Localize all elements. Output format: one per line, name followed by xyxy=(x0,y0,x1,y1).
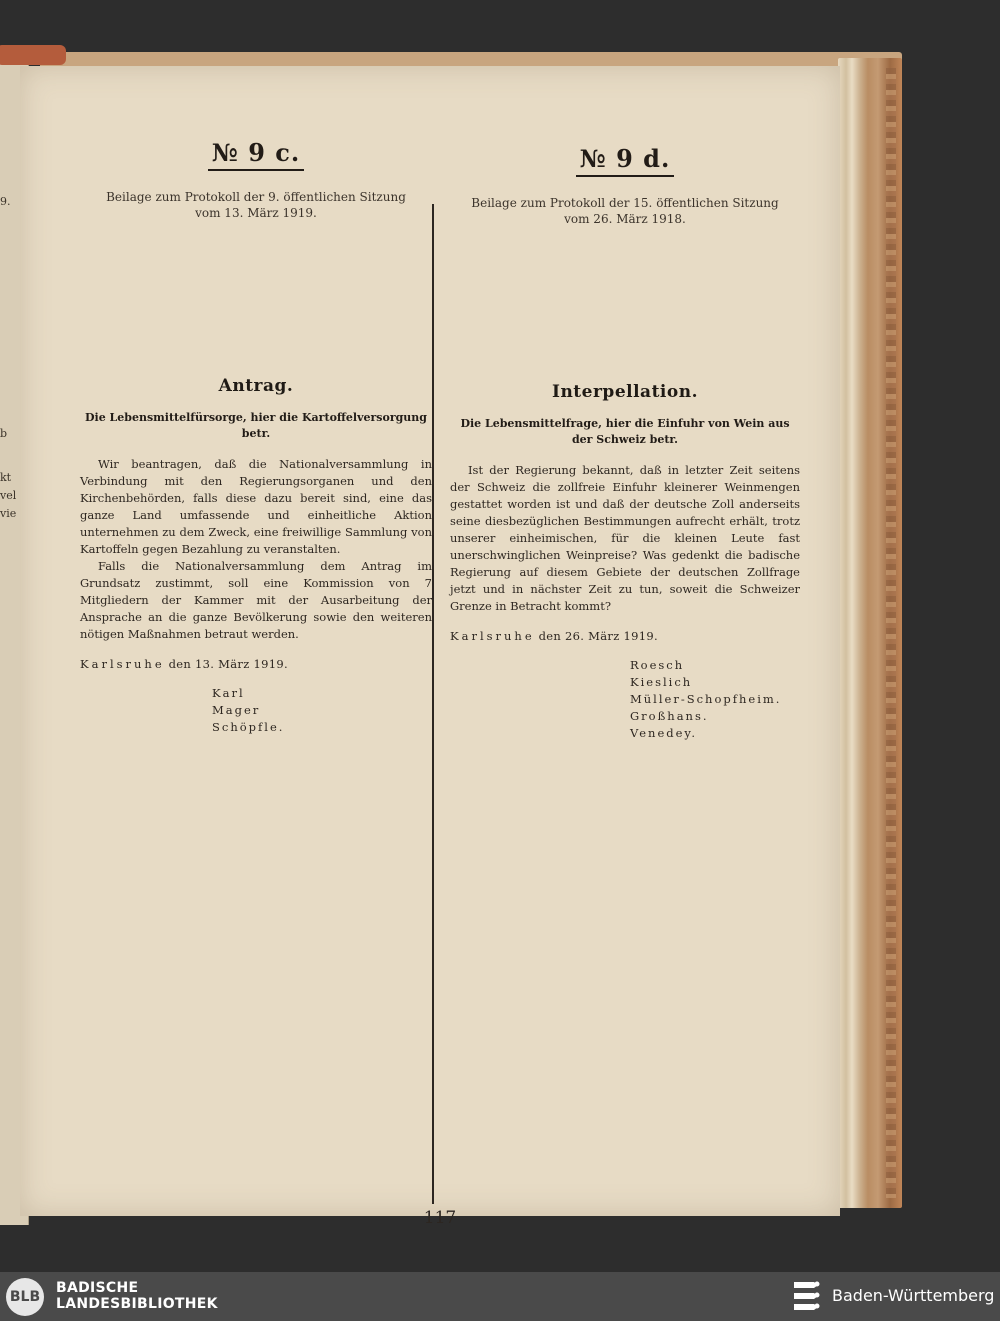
left-motion xyxy=(80,376,432,736)
heading-right: Interpellation. xyxy=(552,382,698,402)
beilage-left: Beilage zum Protokoll der 9. öffentlichen Sitzung vom 13. März 1919. xyxy=(106,190,406,220)
signer-name: Karl xyxy=(212,686,245,700)
library-name[interactable]: BADISCHE LANDESBIBLIOTHEK xyxy=(56,1280,218,1312)
left-column xyxy=(80,138,432,221)
prev-page-fragment: b xyxy=(0,427,8,440)
signer-name: Roesch xyxy=(630,658,685,672)
state-name[interactable]: Baden-Württemberg xyxy=(832,1286,995,1305)
blb-logo[interactable]: BLB xyxy=(6,1278,44,1316)
signer-name: Müller-Schopfheim. xyxy=(630,692,782,706)
signer-name: Schöpfle. xyxy=(212,720,285,734)
document-page xyxy=(20,66,840,1228)
body-text-right: Ist der Regierung bekannt, daß in letzter Zeit seitens der Schweiz die zollfreie Einfuhr kleinerer Weinmengen gestattet worden ist und daß der deutsche Zoll anderseits seine diesbezüglichen Bestimmungen aufrecht erhält, trotz unserer einheimischen, für die kleinen Leute fast unerschwinglichen Weinpreise? Was gedenkt die badische Regierung auf diesem Gebiete der deutschen Zollfrage jetzt und in nächster Zeit zu tun, soweit die Schweizer Grenze in Betracht kommt? xyxy=(450,463,800,613)
place-date-right: Karlsruhe den 26. März 1919. xyxy=(450,629,658,643)
column-divider xyxy=(432,204,434,1204)
beilage-right: Beilage zum Protokoll der 15. öffentlichen Sitzung vom 26. März 1918. xyxy=(471,196,779,226)
signer-name: Kieslich xyxy=(630,675,693,689)
place-date-left: Karlsruhe den 13. März 1919. xyxy=(80,657,288,671)
subject-left: Die Lebensmittelfürsorge, hier die Kartoffelversorgung betr. xyxy=(84,411,427,440)
document-number-left: № 9 c. xyxy=(80,138,432,171)
lions-crest-icon xyxy=(790,1278,824,1316)
signer-name: Großhans. xyxy=(630,709,709,723)
body-text-left: Wir beantragen, daß die Nationalversammlung in Verbindung mit den Regierungsorganen und den Kirchenbehörden, falls diese dazu bereit sind, eine das ganze Land umfassende und einheitliche Aktion unternehmen zu dem Zweck, eine freiwillige Sammlung von Kartoffeln gegen Bezahlung zu veranstalten. Falls die Nationalversammlung dem Antrag im Grundsatz zustimmt, soll eine Kommission von 7 Mitgliedern der Kammer mit der Ausarbeitung der Ansprache an die ganze Bevölkerung sowie den weiteren nötigen Maßnahmen betraut werden. xyxy=(80,457,432,641)
heading-left: Antrag. xyxy=(218,376,294,396)
footer-bar xyxy=(0,1272,1000,1321)
subject-right: Die Lebensmittelfrage, hier die Einfuhr von Wein aus der Schweiz betr. xyxy=(460,417,790,446)
document-number-right: № 9 d. xyxy=(450,144,800,177)
signer-name: Mager xyxy=(212,703,261,717)
right-column xyxy=(450,144,800,227)
prev-page-fragment: vie xyxy=(0,507,17,520)
book-page-stack xyxy=(838,58,902,1208)
right-interpellation xyxy=(450,382,800,742)
prev-page-fragment: vel xyxy=(0,489,17,502)
signers-right xyxy=(450,657,800,742)
signer-name: Venedey. xyxy=(630,726,698,740)
page-number: 117 xyxy=(423,1208,457,1228)
prev-page-fragment: 9. xyxy=(0,195,11,208)
signers-left xyxy=(80,685,432,736)
prev-page-fragment: kt xyxy=(0,471,12,484)
